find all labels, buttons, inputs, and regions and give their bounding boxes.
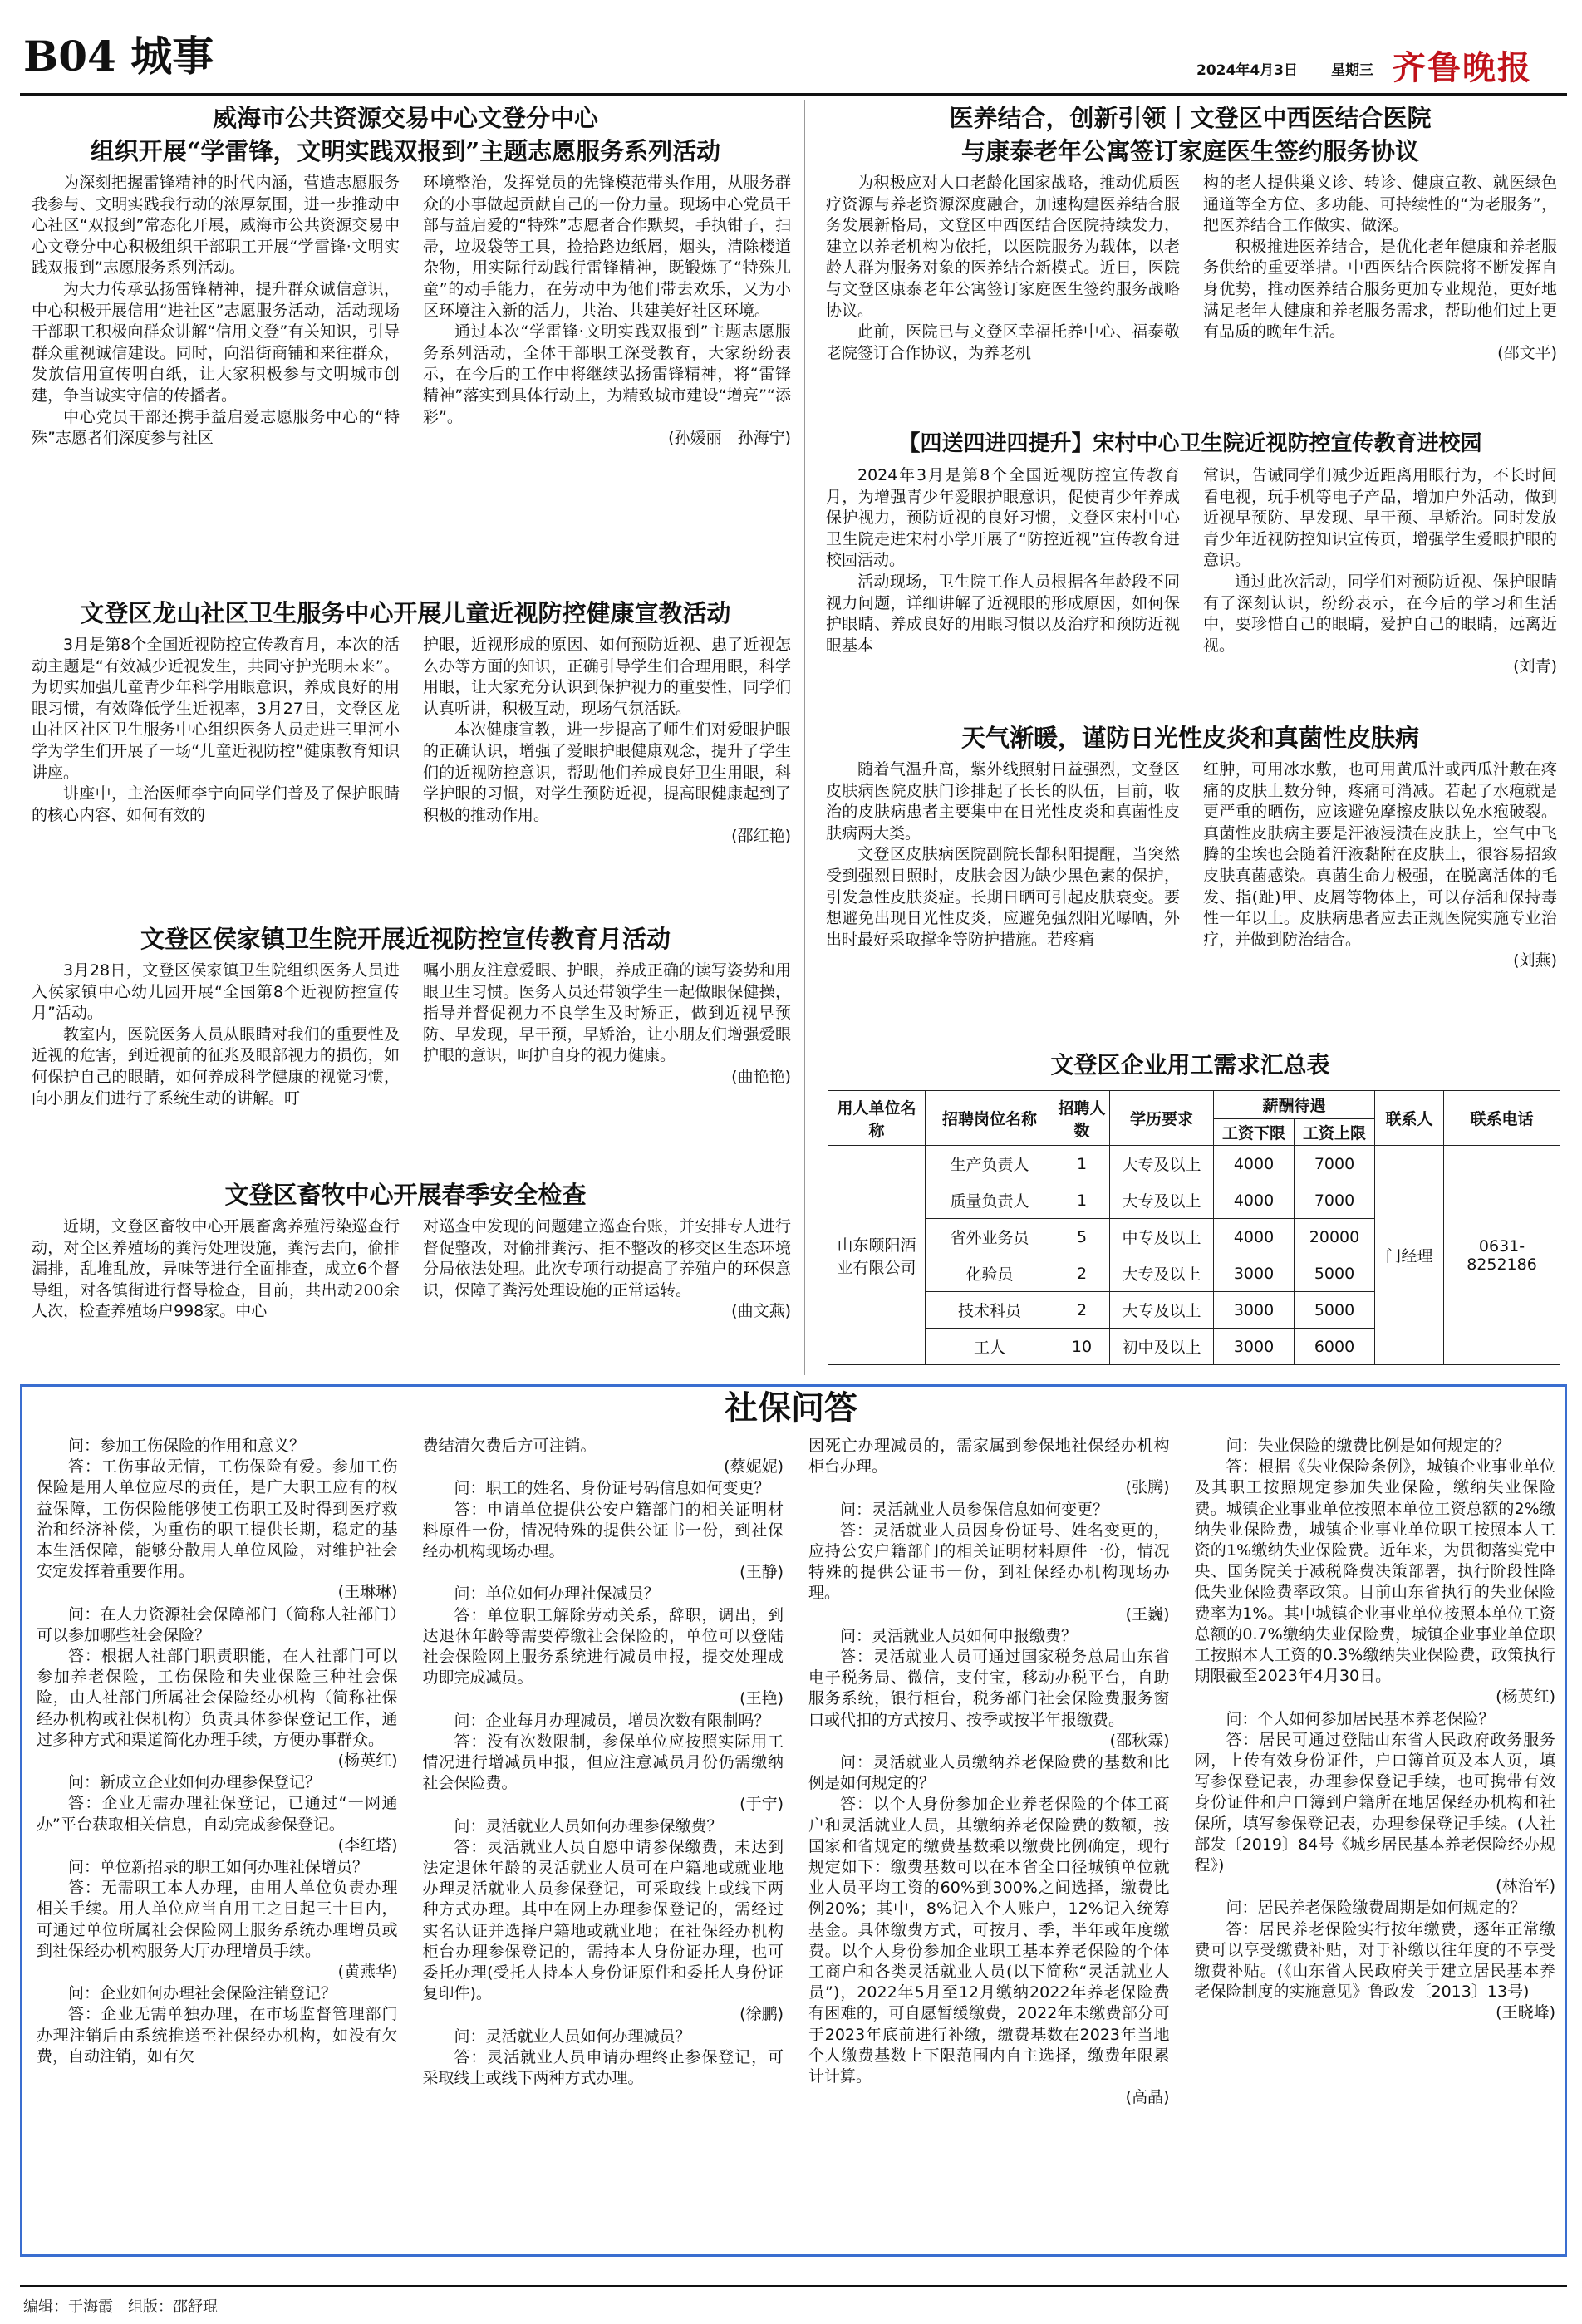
count-cell: 10 (1054, 1329, 1110, 1365)
page-section-label: B04 城事 (23, 32, 214, 81)
salary-low-cell: 3000 (1214, 1329, 1295, 1365)
article-column (423, 173, 791, 593)
salary-high-cell: 7000 (1295, 1146, 1375, 1182)
qa-item (808, 1626, 1170, 1752)
qa-question: 问：个人如何参加居民基本养老保险？ (1226, 1709, 1495, 1728)
table-row (828, 1146, 1560, 1182)
qa-question: 问：企业每月办理减员，增员次数有限制吗？ (454, 1711, 770, 1730)
article-paragraph: 随着气温升高，紫外线照射日益强烈，文登区皮肤病医院皮肤门诊排起了长长的队伍，目前，收治的皮肤病患者主要集中在日光性皮炎和真菌性皮肤病两大类。 (826, 760, 1180, 843)
salary-low-cell: 4000 (1214, 1219, 1295, 1255)
qa-answer: 答：没有次数限制，参保单位应按照实际用工情况进行增减员申报，但应注意减员月份仍需缴纳社会保险费。 (422, 1732, 784, 1793)
qa-byline: (李红塔) (337, 1835, 398, 1855)
article-paragraph: 本次健康宣教，进一步提高了师生们对爱眼护眼的正确认识，增强了爱眼护眼健康观念，提升了学生们的近视防控意识，帮助他们养成良好卫生用眼，科学护眼的习惯，对学生预防近视，提高眼健康起到了积极的推动作用。 (423, 720, 791, 824)
contact-cell: 门经理 (1375, 1146, 1444, 1365)
article-column (32, 173, 400, 593)
article-paragraph: 2024年3月是第8个全国近视防控宣传教育月，为增强青少年爱眼护眼意识，促使青少年养成保护视力，预防近视的良好习惯，文登区宋村中心卫生院走进宋村小学开展了“防控近视”宣传教育进校园活动。 (826, 466, 1180, 570)
qa-item (37, 1983, 398, 2067)
qa-question: 问：灵活就业人员缴纳养老保险费的基数和比例是如何规定的？ (808, 1753, 1170, 1793)
qa-item (37, 1436, 398, 1604)
count-cell: 1 (1054, 1182, 1110, 1219)
qa-byline: (于宁) (739, 1795, 784, 1814)
col-header-salary-low: 工资下限 (1214, 1119, 1295, 1146)
article-paragraph: 为大力传承弘扬雷锋精神，提升群众诚信意识，中心积极开展信用“进社区”志愿服务活动，活动现场干部职工积极向群众讲解“信用文登”有关知识，引导群众重视诚信建设。同时，向沿街商铺和来往群众，发放信用宣传明白纸，让大家积极参与文明城市创建，争当诚实守信的传播者。 (32, 279, 400, 405)
article-paragraph: 对巡查中发现的问题建立巡查台账，并安排专人进行督促整改，对偷排粪污、拒不整改的移交区生态环境分局依法处理。此次专项行动提高了养殖户的环保意识，保障了粪污处理设施的正常运转。 (423, 1217, 791, 1300)
qa-answer: 费结清欠费后方可注销。 (422, 1437, 597, 1455)
qa-question: 问：灵活就业人员参保信息如何变更？ (840, 1500, 1109, 1519)
col-header-salary-high: 工资上限 (1295, 1119, 1375, 1146)
qa-byline: (王艳) (739, 1689, 784, 1708)
education-cell: 大专及以上 (1110, 1255, 1214, 1292)
qa-byline: (王琳琳) (337, 1583, 398, 1602)
col-header-salary: 薪酬待遇 (1214, 1091, 1375, 1119)
qa-item (1195, 1898, 1556, 2023)
qa-answer: 答：无需职工本人办理，由用人单位负责办理相关手续。用人单位应当自用工之日起三十日内，可通过单位所属社会保险网上服务系统办理增员或到社保经办机构服务大厅办理增员手续。 (37, 1879, 398, 1960)
qa-byline: (高晶) (1125, 2088, 1170, 2107)
qa-item (423, 1478, 784, 1583)
article-subtitle: 组织开展“学雷锋，文明实践双报到”主题志愿服务系列活动 (90, 137, 721, 165)
qa-byline: (王静) (739, 1563, 784, 1582)
qa-answer: 因死亡办理减员的，需家属到参保地社保经办机构柜台办理。 (808, 1437, 1170, 1476)
issue-date: 2024年4月3日 (1196, 62, 1298, 79)
qa-item (37, 1772, 398, 1856)
article-title: 文登区龙山社区卫生服务中心开展儿童近视防控健康宣教活动 (80, 599, 731, 627)
qa-item (37, 1604, 398, 1772)
article-paragraph: 通过此次活动，同学们对预防近视、保护眼睛有了深刻认识，纷纷表示，在今后的学习和生活中，要珍惜自己的眼睛，爱护自己的眼睛，远离近视。 (1203, 572, 1557, 655)
count-cell: 1 (1054, 1146, 1110, 1182)
article-paragraph: 教室内，医院医务人员从眼睛对我们的重要性及近视的危害，到近视前的征兆及眼部视力的损伤，如何保护自己的眼睛，如何养成科学健康的视觉习惯，向小朋友们进行了系统生动的讲解。叮 (32, 1024, 400, 1108)
article-paragraph: 常识，告诫同学们减少近距离用眼行为，不长时间看电视，玩手机等电子产品，增加户外活动，做到近视早预防、早发现、早干预、早矫治。同时发放青少年近视防控知识宣传页，增强学生爱眼护眼的意识。 (1203, 466, 1557, 570)
article-paragraph: 红肿，可用冰水敷，也可用黄瓜汁或西瓜汁敷在疼痛的皮肤上数分钟，疼痛可消减。若起了水疱就是更严重的晒伤，应该避免摩擦皮肤以免水疱破裂。真菌性皮肤病主要是汗液浸渍在皮肤上，空气中飞腾的尘埃也会随着汗液黏附在皮肤上，很容易招致皮肤真菌感染。真菌生命力极强，在脱离活体的毛发、指(趾)甲、皮屑等物体上，可以存活和保持毒性一年以上。皮肤病患者应去正规医院实施专业治疗，并做到防治结合。 (1203, 760, 1557, 949)
qa-byline: (王巍) (1125, 1604, 1170, 1624)
salary-low-cell: 4000 (1214, 1146, 1295, 1182)
qa-answer: 答：企业无需单独办理，在市场监督管理部门办理注销后由系统推送至社保经办机构，如没有欠费，自动注销，如有欠 (37, 2005, 398, 2066)
article-column (1203, 173, 1557, 422)
position-cell: 技术科员 (926, 1292, 1054, 1329)
col-header-position: 招聘岗位名称 (926, 1091, 1054, 1146)
qa-byline: (蔡妮妮) (724, 1457, 784, 1476)
qa-item (808, 1500, 1170, 1625)
qa-answer: 答：灵活就业人员申请办理终止参保登记，可采取线上或线下两种方式办理。 (422, 2047, 784, 2088)
qa-question: 问：职工的姓名、身份证号码信息如何变更？ (454, 1479, 770, 1498)
qa-byline: (邵秋霖) (1109, 1731, 1170, 1750)
qa-item (423, 1711, 784, 1815)
article-paragraph: 讲座中，主治医师李宁向同学们普及了保护眼睛的核心内容、如何有效的 (32, 784, 400, 824)
count-cell: 2 (1054, 1255, 1110, 1292)
column-divider (804, 100, 805, 1375)
article-title: 文登区侯家镇卫生院开展近视防控宣传教育月活动 (140, 925, 671, 953)
article-byline: (刘青) (1513, 657, 1557, 676)
article-byline: (曲艳艳) (731, 1067, 791, 1086)
qa-question: 问：灵活就业人员如何办理参保缴费？ (454, 1816, 723, 1835)
col-header-employer: 用人单位名称 (828, 1091, 926, 1146)
education-cell: 大专及以上 (1110, 1292, 1214, 1329)
qa-question: 问：企业如何办理社会保险注销登记？ (68, 1984, 337, 2003)
salary-low-cell: 3000 (1214, 1255, 1295, 1292)
qa-answer: 答：根据《失业保险条例》，城镇企业事业单位及其职工按照规定参加失业保险，缴纳失业保险费。城镇企业事业单位按照本单位工资总额的2%缴纳失业保险费，城镇企业事业单位职工按照本人工资的1%缴纳失业保险费。近年来，为贯彻落实党中央、国务院关于减税降费决策部署，执行阶段性降低失业保险费率政策。目前山东省执行的失业保险费率为1%。其中城镇企业事业单位按照本单位工资总额的0.7%缴纳失业保险费，城镇企业事业单位职工按照本人工资的0.3%缴纳失业保险费，政策执行期限截至2023年4月30日。 (1194, 1457, 1555, 1686)
editor-credit: 编辑：于海霞 组版：邵舒琨 (23, 2298, 218, 2316)
qa-byline: (杨英红) (337, 1752, 398, 1771)
qa-answer: 答：灵活就业人员可通过国家税务总局山东省电子税务局、微信，支付宝，移动办税平台，自助服务系统，银行柜台，税务部门社会保险费服务窗口或代扣的方式按月、按季或按半年报缴费。 (808, 1648, 1170, 1729)
qa-item (808, 1436, 1170, 1499)
qa-item (1195, 1436, 1556, 1708)
article-paragraph: 嘱小朋友注意爱眼、护眼，养成正确的读写姿势和用眼卫生习惯。医务人员还带领学生一起做眼保健操，指导并督促视力不良学生及时矫正，做到近视早预防、早发现，早干预，早矫治，让小朋友们增强爱眼护眼的意识，呵护自身的视力健康。 (423, 961, 791, 1065)
article-paragraph: 3月28日，文登区侯家镇卫生院组织医务人员进入侯家镇中心幼儿园开展“全国第8个近视防控宣传月”活动。 (32, 961, 400, 1023)
article-paragraph: 构的老人提供巢义诊、转诊、健康宣教、就医绿色通道等全方位、多功能、可持续性的“为老服务”，把医养结合工作做实、做深。 (1203, 174, 1557, 235)
article-title: 威海市公共资源交易中心文登分中心 (212, 104, 598, 132)
count-cell: 2 (1054, 1292, 1110, 1329)
article-paragraph: 护眼，近视形成的原因、如何预防近视、患了近视怎么办等方面的知识，正确引导学生们合理用眼，科学用眼，让大家充分认识到保护视力的重要性，同学们认真听讲，积极互动，现场气氛活跃。 (423, 636, 791, 718)
salary-high-cell: 5000 (1295, 1255, 1375, 1292)
qa-byline: (林治军) (1496, 1877, 1555, 1896)
article-title: 医养结合，创新引领丨文登区中西医结合医院 (949, 104, 1432, 132)
col-header-education: 学历要求 (1110, 1091, 1214, 1146)
qa-answer: 答：企业无需办理社保登记，已通过“一网通办”平台获取相关信息，自动完成参保登记。 (37, 1794, 398, 1834)
salary-high-cell: 5000 (1295, 1292, 1375, 1329)
education-cell: 初中及以上 (1110, 1329, 1214, 1365)
qa-answer: 答：单位职工解除劳动关系，辞职，调出，到达退休年龄等需要停缴社会保险的，单位可以登陆社会保险网上服务系统进行减员申报，提交处理成功即完成减员。 (422, 1605, 784, 1688)
article-column (32, 635, 400, 917)
article-paragraph: 为积极应对人口老龄化国家战略，推动优质医疗资源与养老资源深度融合，加速构建医养结合服务发展新格局，文登区中西医结合医院持续发力，建立以养老机构为依托，以医院服务为载体，以老龄人群为服务对象的医养结合新模式。近日，医院与文登区康泰老年公寓签订家庭医生签约服务战略协议。 (826, 174, 1180, 320)
qa-answer: 答：居民可通过登陆山东省人民政府政务服务网，上传有效身份证件，户口簿首页及本人页，填写参保登记表，办理参保登记手续，也可携带有效身份证件和户口簿到户籍所在地居保经办机构和社保所，填写参保登记表，办理参保登记手续。(人社部发〔2019〕84号《城乡居民基本养老保险经办规程》) (1194, 1730, 1555, 1875)
article-paragraph: 积极推进医养结合，是优化老年健康和养老服务供给的重要举措。中西医结合医院将不断发挥自身优势，推动医养结合服务更加专业规范，更好地满足老年人健康和养老服务需求，帮助他们过上更有品质的晚年生活。 (1203, 237, 1557, 341)
salary-high-cell: 7000 (1295, 1182, 1375, 1219)
jobs-table (828, 1090, 1560, 1365)
qa-byline: (张腾) (1125, 1478, 1170, 1497)
issue-weekday: 星期三 (1331, 62, 1373, 79)
article-column (32, 1216, 400, 1373)
article-byline: (孙媛丽 孙海宁) (668, 429, 791, 448)
article-paragraph: 活动现场，卫生院工作人员根据各年龄段不同视力问题，详细讲解了近视眼的形成原因，如何保护眼睛、养成良好的用眼习惯以及治疗和预防近视眼基本 (826, 572, 1180, 655)
qa-byline: (杨英红) (1496, 1688, 1555, 1707)
qa-question: 问：新成立企业如何办理参保登记？ (68, 1773, 322, 1792)
qa-byline: (徐鹏) (739, 2005, 784, 2024)
qa-column (808, 1436, 1170, 2248)
qa-item (423, 1436, 784, 1477)
qa-question: 问：灵活就业人员如何申报缴费？ (840, 1626, 1078, 1645)
salary-high-cell: 6000 (1295, 1329, 1375, 1365)
article-column (32, 961, 400, 1172)
qa-question: 问：参加工伤保险的作用和意义？ (68, 1437, 306, 1455)
article-title: 【四送四进四提升】宋村中心卫生院近视防控宣传教育进校园 (898, 431, 1482, 456)
col-header-count: 招聘人数 (1054, 1091, 1110, 1146)
article-column (826, 759, 1180, 1042)
qa-byline: (王晓峰) (1496, 2003, 1555, 2022)
employer-cell: 山东颐阳酒业有限公司 (828, 1146, 926, 1365)
jobs-table-title: 文登区企业用工需求汇总表 (1050, 1051, 1330, 1078)
qa-answer: 答：居民养老保险实行按年缴费，逐年正常缴费可以享受缴费补贴，对于补缴以往年度的不享受缴费补贴。(《山东省人民政府关于建立居民基本养老保险制度的实施意见》鲁政发〔2013〕13号) (1194, 1919, 1555, 2002)
article-column (423, 961, 791, 1172)
article-column (423, 1216, 791, 1373)
qa-column (423, 1436, 784, 2248)
qa-question: 问：居民养老保险缴费周期是如何规定的？ (1226, 1899, 1526, 1918)
qa-question: 问：单位新招录的职工如何办理社保增员？ (68, 1858, 369, 1877)
qa-column (37, 1436, 398, 2248)
article-paragraph: 通过本次“学雷锋·文明实践双报到”主题志愿服务系列活动，全体干部职工深受教育，大家纷纷表示，在今后的工作中将继续弘扬雷锋精神，将“雷锋精神”落实到具体行动上，为精致城市建设“增亮”“添彩”。 (423, 322, 791, 426)
qa-answer: 答：工伤事故无情，工伤保险有爱。参加工伤保险是用人单位应尽的责任，是广大职工应有的权益保障，工伤保险能够使工伤职工及时得到医疗救治和经济补偿，为重伤的职工提供长期，稳定的基本生活保障，能够分散用人单位风险，对维护社会安定发挥着重要作用。 (37, 1457, 398, 1581)
article-paragraph: 中心党员干部还携手益启爱志愿服务中心的“特殊”志愿者们深度参与社区 (32, 407, 400, 448)
qa-answer: 答：灵活就业人员自愿申请参保缴费，未达到法定退休年龄的灵活就业人员可在户籍地或就业地办理灵活就业人员参保登记，可采取线上或线下两种方式办理。其中在网上办理参保登记的，需经过实名认证并选择户籍地或就业地；在社保经办机构柜台办理参保登记的，需持本人身份证办理，也可委托办理(受托人持本人身份证原件和委托人身份证复印件)。 (422, 1837, 784, 2003)
article-subtitle: 与康泰老年公寓签订家庭医生签约服务协议 (960, 137, 1419, 165)
article-column (423, 635, 791, 917)
article-byline: (邵红艳) (731, 827, 791, 846)
article-column (826, 173, 1180, 422)
article-paragraph: 3月是第8个全国近视防控宣传教育月，本次的活动主题是“有效减少近视发生，共同守护光明未来”。为切实加强儿童青少年科学用眼意识，养成良好的用眼习惯，有效降低学生近视率，3月27日，文登区龙山社区社区卫生服务中心组织医务人员走进三里河小学为学生们开展了一场“儿童近视防控”健康教育知识讲座。 (32, 636, 400, 782)
header-rule (20, 93, 1567, 96)
newspaper-logo: 齐鲁晚报 (1393, 48, 1532, 87)
qa-answer: 答：以个人身份参加企业养老保险的个体工商户和灵活就业人员，其缴纳养老保险费的数额，按国家和省规定的缴费基数乘以缴费比例确定，现行规定如下：缴费基数可以在本省全口径城镇单位就业人员平均工资的60%到300%之间选择，缴费比例20%；其中，8%记入个人账户，12%记入统筹基金。具体缴费方式，可按月、季，半年或年度缴费。以个人身份参加企业职工基本养老保险的个体工商户和各类灵活就业人员(以下简称“灵活就业人员”)，2022年5月至12月缴纳2022年养老保险费有困难的，可自愿暂缓缴费，2022年未缴费部分可于2023年底前进行补缴，缴费基数在2023年当地个人缴费基数上下限范围内自主选择，缴费年限累计计算。 (808, 1795, 1170, 2086)
article-byline: (曲文燕) (731, 1302, 791, 1321)
position-cell: 质量负责人 (926, 1182, 1054, 1219)
qa-byline: (黄燕华) (337, 1963, 398, 1982)
qa-column (1195, 1436, 1556, 2248)
article-paragraph: 此前，医院已与文登区幸福托养中心、福泰敬老院签订合作协议，为养老机 (826, 322, 1180, 362)
salary-high-cell: 20000 (1295, 1219, 1375, 1255)
position-cell: 工人 (926, 1329, 1054, 1365)
footer-rule (20, 2285, 1567, 2287)
article-paragraph: 文登区皮肤病医院副院长郜积阳提醒，当突然受到强烈日照时，皮肤会因为缺少黑色素的保护，引发急性皮肤炎症。长期日晒可引起皮肤衰变。要想避免出现日光性皮炎，应避免强烈阳光曝晒，外出时最好采取撑伞等防护措施。若疼痛 (826, 845, 1180, 949)
col-header-contact: 联系人 (1375, 1091, 1444, 1146)
col-header-phone: 联系电话 (1444, 1091, 1560, 1146)
qa-answer: 答：根据人社部门职责职能，在人社部门可以参加养老保险，工伤保险和失业保险三种社会保险，由人社部门所属社会保险经办机构（简称社保经办机构或社保机构）负责具体参保登记工作，通过多种方式和渠道简化办理手续，方便办事群众。 (37, 1647, 398, 1749)
qa-answer: 答：灵活就业人员因身份证号、姓名变更的，应持公安户籍部门的相关证明材料原件一份，情况特殊的提供公证书一份，到社保经办机构现场办理。 (808, 1521, 1170, 1603)
qa-section-title: 社保问答 (725, 1388, 857, 1427)
article-paragraph: 为深刻把握雷锋精神的时代内涵，营造志愿服务我参与、文明实践我行动的浓厚氛围，进一步推动中心社区“双报到”常态化开展，威海市公共资源交易中心文登分中心积极组织干部职工开展“学雷锋·文明实践双报到”志愿服务系列活动。 (32, 174, 400, 278)
qa-question: 问：失业保险的缴费比例是如何规定的？ (1226, 1437, 1511, 1455)
qa-answer: 答：申请单位提供公安户籍部门的相关证明材料原件一份，情况特殊的提供公证书一份，到社保经办机构现场办理。 (422, 1500, 784, 1561)
education-cell: 中专及以上 (1110, 1219, 1214, 1255)
count-cell: 5 (1054, 1219, 1110, 1255)
qa-item (423, 2027, 784, 2090)
education-cell: 大专及以上 (1110, 1182, 1214, 1219)
article-paragraph: 环境整治，发挥党员的先锋模范带头作用，从服务群众的小事做起贡献自己的一份力量。现场中心党员干部与益启爱的“特殊”志愿者合作默契，手执钳子，扫帚，垃圾袋等工具，捡拾路边纸屑，烟头，清除楼道杂物，用实际行动践行雷锋精神，既锻炼了“特殊儿童”的动手能力，在劳动中为他们带去欢乐，又为小区环境注入新的活力，共治、共建美好社区环境。 (423, 174, 791, 320)
position-cell: 生产负责人 (926, 1146, 1054, 1182)
qa-item (1195, 1709, 1556, 1898)
article-title: 天气渐暖，谨防日光性皮炎和真菌性皮肤病 (960, 724, 1419, 752)
education-cell: 大专及以上 (1110, 1146, 1214, 1182)
position-cell: 化验员 (926, 1255, 1054, 1292)
phone-cell: 0631-8252186 (1444, 1146, 1560, 1365)
position-cell: 省外业务员 (926, 1219, 1054, 1255)
qa-item (808, 1752, 1170, 2108)
qa-item (37, 1857, 398, 1983)
qa-item (423, 1816, 784, 2026)
article-byline: (刘燕) (1513, 951, 1557, 970)
article-column (826, 465, 1180, 715)
qa-question: 问：灵活就业人员如何办理减员？ (454, 2027, 691, 2046)
qa-item (423, 1584, 784, 1709)
qa-columns (37, 1436, 1555, 2248)
article-column (1203, 759, 1557, 1042)
article-paragraph: 近期，文登区畜牧中心开展畜禽养殖污染巡查行动，对全区养殖场的粪污处理设施，粪污去向，偷排漏排，乱堆乱放，异味等进行全面排查，成立6个督导组，对各镇街进行督导检查，目前，共出动200余人次，检查养殖场户998家。中心 (32, 1217, 400, 1321)
salary-low-cell: 3000 (1214, 1292, 1295, 1329)
article-column (1203, 465, 1557, 715)
article-title: 文登区畜牧中心开展春季安全检查 (224, 1181, 587, 1209)
salary-low-cell: 4000 (1214, 1182, 1295, 1219)
qa-question: 问：在人力资源社会保障部门（简称人社部门）可以参加哪些社会保险？ (37, 1604, 398, 1644)
article-byline: (邵文平) (1497, 343, 1557, 362)
qa-question: 问：单位如何办理社保减员？ (454, 1585, 660, 1604)
